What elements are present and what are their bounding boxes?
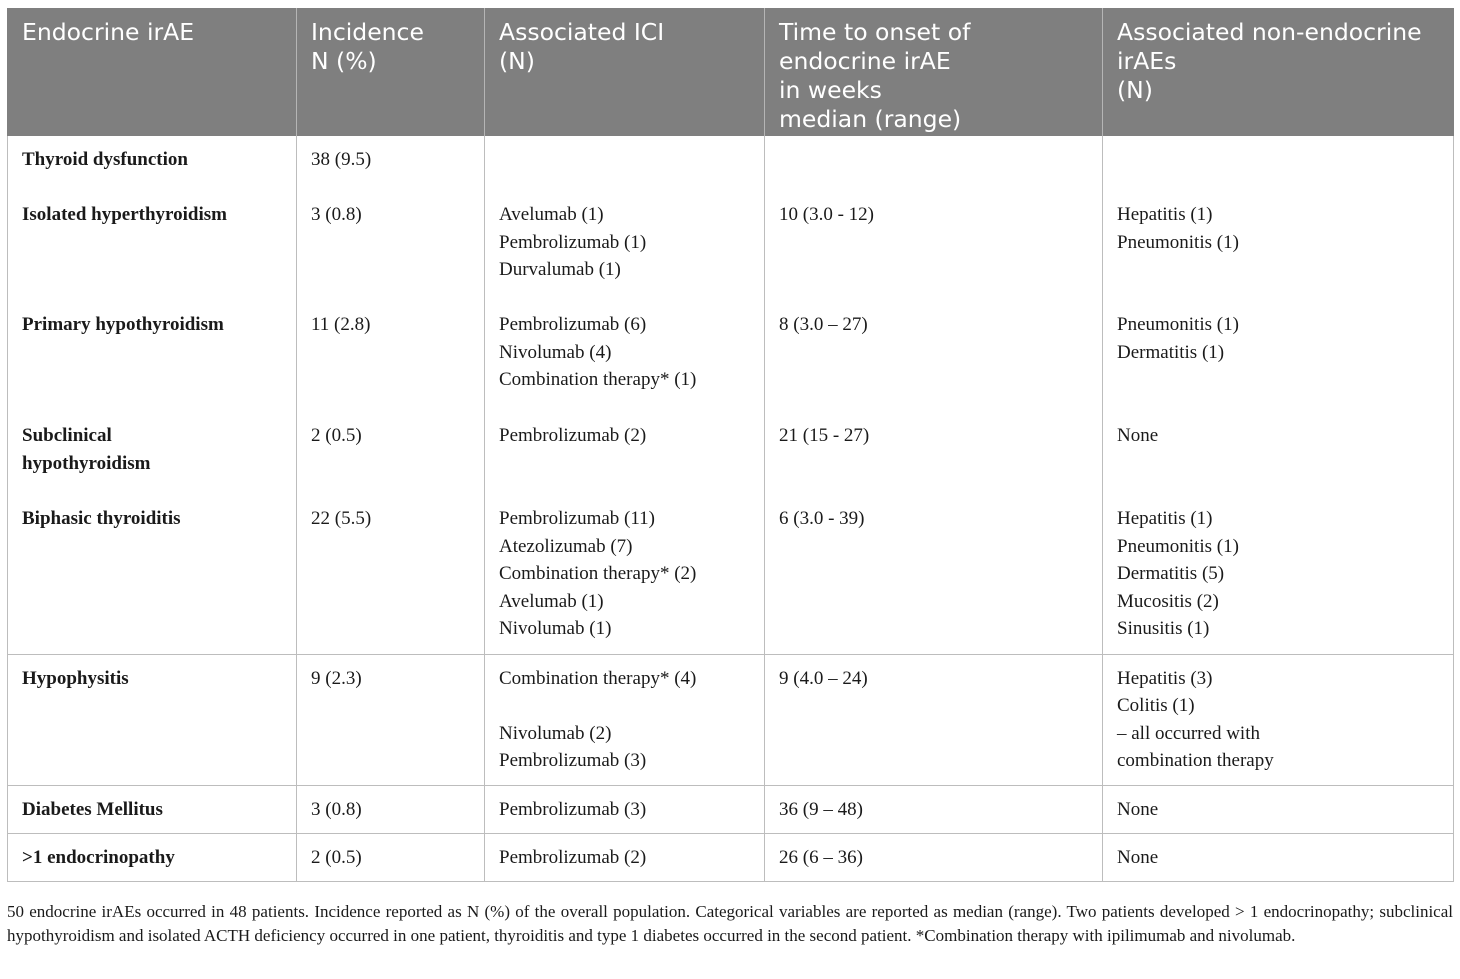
- cell-associated-ici: [485, 301, 765, 412]
- cell-time-to-onset: [765, 833, 1103, 881]
- header-line: median (range): [779, 105, 962, 133]
- cell-line: Hypophysitis: [22, 667, 129, 689]
- cell-incidence: [297, 191, 485, 301]
- table-row: [8, 412, 1454, 495]
- table-row: [8, 495, 1454, 654]
- cell-time-to-onset: [765, 654, 1103, 785]
- header-line: (N): [1117, 76, 1153, 104]
- header-line: N (%): [311, 47, 377, 75]
- cell-line: Pembrolizumab (6): [499, 314, 647, 335]
- cell-line: Subclinical: [22, 425, 112, 446]
- header-line: Associated non-endocrine: [1117, 18, 1422, 46]
- cell-line: Isolated hyperthyroidism: [22, 204, 227, 225]
- cell-endocrine-irae: [8, 191, 297, 301]
- cell-line: Dermatitis (1): [1117, 341, 1225, 363]
- header-endocrine-irae: [8, 8, 297, 136]
- cell-line: Durvalumab (1): [499, 259, 621, 281]
- table-footnote: 50 endocrine irAEs occurred in 48 patients. Incidence reported as N (%) of the overall population. Categorical variables are reported as median (range). Two patients developed > 1 endocrinopathy; subclinical hypothyroidism and isolated ACTH deficiency occurred in one patient, thyroiditis and type 1 diabetes occurred in the second patient. *Combination therapy with ipilimumab and nivolumab.: [7, 902, 1453, 945]
- header-line: Time to onset of: [779, 18, 971, 46]
- cell-incidence: [297, 301, 485, 412]
- cell-line: Nivolumab (4): [499, 341, 612, 363]
- cell-line: Combination therapy* (1): [499, 369, 697, 391]
- header-associated-non-endocrine: [1103, 8, 1454, 136]
- cell-incidence: [297, 495, 485, 654]
- cell-endocrine-irae: [8, 301, 297, 412]
- cell-incidence: [297, 785, 485, 833]
- cell-line: >1 endocrinopathy: [22, 846, 175, 868]
- cell-endocrine-irae: [8, 495, 297, 654]
- cell-endocrine-irae: [8, 136, 297, 191]
- cell-line: Nivolumab (2): [499, 722, 612, 744]
- cell-line: 2 (0.5): [311, 846, 362, 868]
- cell-line: 8 (3.0 – 27): [779, 314, 868, 335]
- cell-associated-ici: [485, 495, 765, 654]
- cell-line: combination therapy: [1117, 750, 1274, 772]
- cell-line: Pneumonitis (1): [1117, 231, 1239, 253]
- cell-line: 3 (0.8): [311, 204, 362, 225]
- cell-endocrine-irae: [8, 654, 297, 785]
- header-incidence: [297, 8, 485, 136]
- cell-line: Combination therapy* (2): [499, 563, 697, 585]
- cell-line: 22 (5.5): [311, 508, 372, 529]
- cell-endocrine-irae: [8, 833, 297, 881]
- cell-associated-ici: [485, 412, 765, 495]
- cell-associated-ici: [485, 136, 765, 191]
- header-line: Endocrine irAE: [22, 18, 195, 46]
- cell-line: 11 (2.8): [311, 314, 371, 335]
- cell-line: Pneumonitis (1): [1117, 535, 1239, 557]
- cell-line: 6 (3.0 - 39): [779, 508, 865, 529]
- cell-non-endocrine-iraes: [1103, 654, 1454, 785]
- cell-non-endocrine-iraes: [1103, 785, 1454, 833]
- cell-non-endocrine-iraes: [1103, 301, 1454, 412]
- cell-incidence: [297, 654, 485, 785]
- cell-line: 10 (3.0 - 12): [779, 204, 874, 225]
- cell-endocrine-irae: [8, 785, 297, 833]
- cell-line: Pembrolizumab (2): [499, 846, 647, 868]
- cell-line: None: [1117, 425, 1159, 446]
- cell-line: Nivolumab (1): [499, 618, 612, 640]
- cell-line: Pembrolizumab (1): [499, 231, 647, 253]
- cell-line: Hepatitis (3): [1117, 667, 1213, 689]
- cell-line: Combination therapy* (4): [499, 667, 697, 689]
- cell-line: Diabetes Mellitus: [22, 798, 163, 820]
- cell-time-to-onset: [765, 495, 1103, 654]
- cell-line: 9 (4.0 – 24): [779, 667, 868, 689]
- header-line: (N): [499, 47, 535, 75]
- cell-non-endocrine-iraes: [1103, 833, 1454, 881]
- cell-line: Avelumab (1): [499, 204, 604, 225]
- cell-line: Pneumonitis (1): [1117, 314, 1239, 335]
- cell-line: Atezolizumab (7): [499, 535, 633, 557]
- table-row: [8, 301, 1454, 412]
- cell-incidence: [297, 136, 485, 191]
- cell-line: Dermatitis (5): [1117, 563, 1225, 585]
- header-row: [8, 8, 1454, 136]
- header-line: in weeks: [779, 76, 882, 104]
- cell-line: Thyroid dysfunction: [22, 149, 188, 170]
- header-line: Associated ICI: [499, 18, 665, 46]
- cell-non-endocrine-iraes: [1103, 495, 1454, 654]
- cell-non-endocrine-iraes: [1103, 136, 1454, 191]
- cell-line: Hepatitis (1): [1117, 508, 1213, 529]
- cell-line: hypothyroidism: [22, 452, 151, 474]
- cell-line: Pembrolizumab (3): [499, 750, 647, 772]
- cell-line: Pembrolizumab (3): [499, 798, 647, 820]
- cell-line: 38 (9.5): [311, 149, 372, 170]
- cell-time-to-onset: [765, 136, 1103, 191]
- table-row: [8, 136, 1454, 191]
- cell-line: None: [1117, 846, 1159, 868]
- cell-line: Pembrolizumab (2): [499, 425, 647, 446]
- cell-line: 36 (9 – 48): [779, 798, 863, 820]
- cell-associated-ici: [485, 833, 765, 881]
- table-row: [8, 191, 1454, 301]
- cell-line: 26 (6 – 36): [779, 846, 863, 868]
- cell-line: Biphasic thyroiditis: [22, 508, 181, 529]
- cell-associated-ici: [485, 654, 765, 785]
- cell-line: Colitis (1): [1117, 695, 1195, 717]
- endocrine-irae-table: [7, 8, 1454, 882]
- header-line: irAEs: [1117, 47, 1177, 75]
- table-row: [8, 785, 1454, 833]
- cell-line: [499, 692, 750, 720]
- cell-non-endocrine-iraes: [1103, 412, 1454, 495]
- header-line: Incidence: [311, 18, 424, 46]
- cell-line: Pembrolizumab (11): [499, 508, 656, 529]
- cell-line: 2 (0.5): [311, 425, 362, 446]
- cell-line: Primary hypothyroidism: [22, 314, 224, 335]
- header-associated-ici: [485, 8, 765, 136]
- cell-line: 9 (2.3): [311, 667, 362, 689]
- cell-line: – all occurred with: [1117, 722, 1260, 744]
- cell-non-endocrine-iraes: [1103, 191, 1454, 301]
- cell-line: Avelumab (1): [499, 590, 604, 612]
- cell-time-to-onset: [765, 191, 1103, 301]
- table-row: [8, 833, 1454, 881]
- cell-endocrine-irae: [8, 412, 297, 495]
- cell-time-to-onset: [765, 785, 1103, 833]
- cell-line: 21 (15 - 27): [779, 425, 870, 446]
- cell-line: None: [1117, 798, 1159, 820]
- cell-time-to-onset: [765, 412, 1103, 495]
- cell-incidence: [297, 833, 485, 881]
- header-time-to-onset: [765, 8, 1103, 136]
- table-body: [8, 136, 1454, 881]
- cell-incidence: [297, 412, 485, 495]
- table-container: [7, 8, 1453, 882]
- cell-associated-ici: [485, 785, 765, 833]
- cell-line: Sinusitis (1): [1117, 618, 1210, 640]
- cell-associated-ici: [485, 191, 765, 301]
- cell-line: 3 (0.8): [311, 798, 362, 820]
- cell-line: Hepatitis (1): [1117, 204, 1213, 225]
- cell-line: Mucositis (2): [1117, 590, 1219, 612]
- cell-time-to-onset: [765, 301, 1103, 412]
- header-line: endocrine irAE: [779, 47, 951, 75]
- table-row: [8, 654, 1454, 785]
